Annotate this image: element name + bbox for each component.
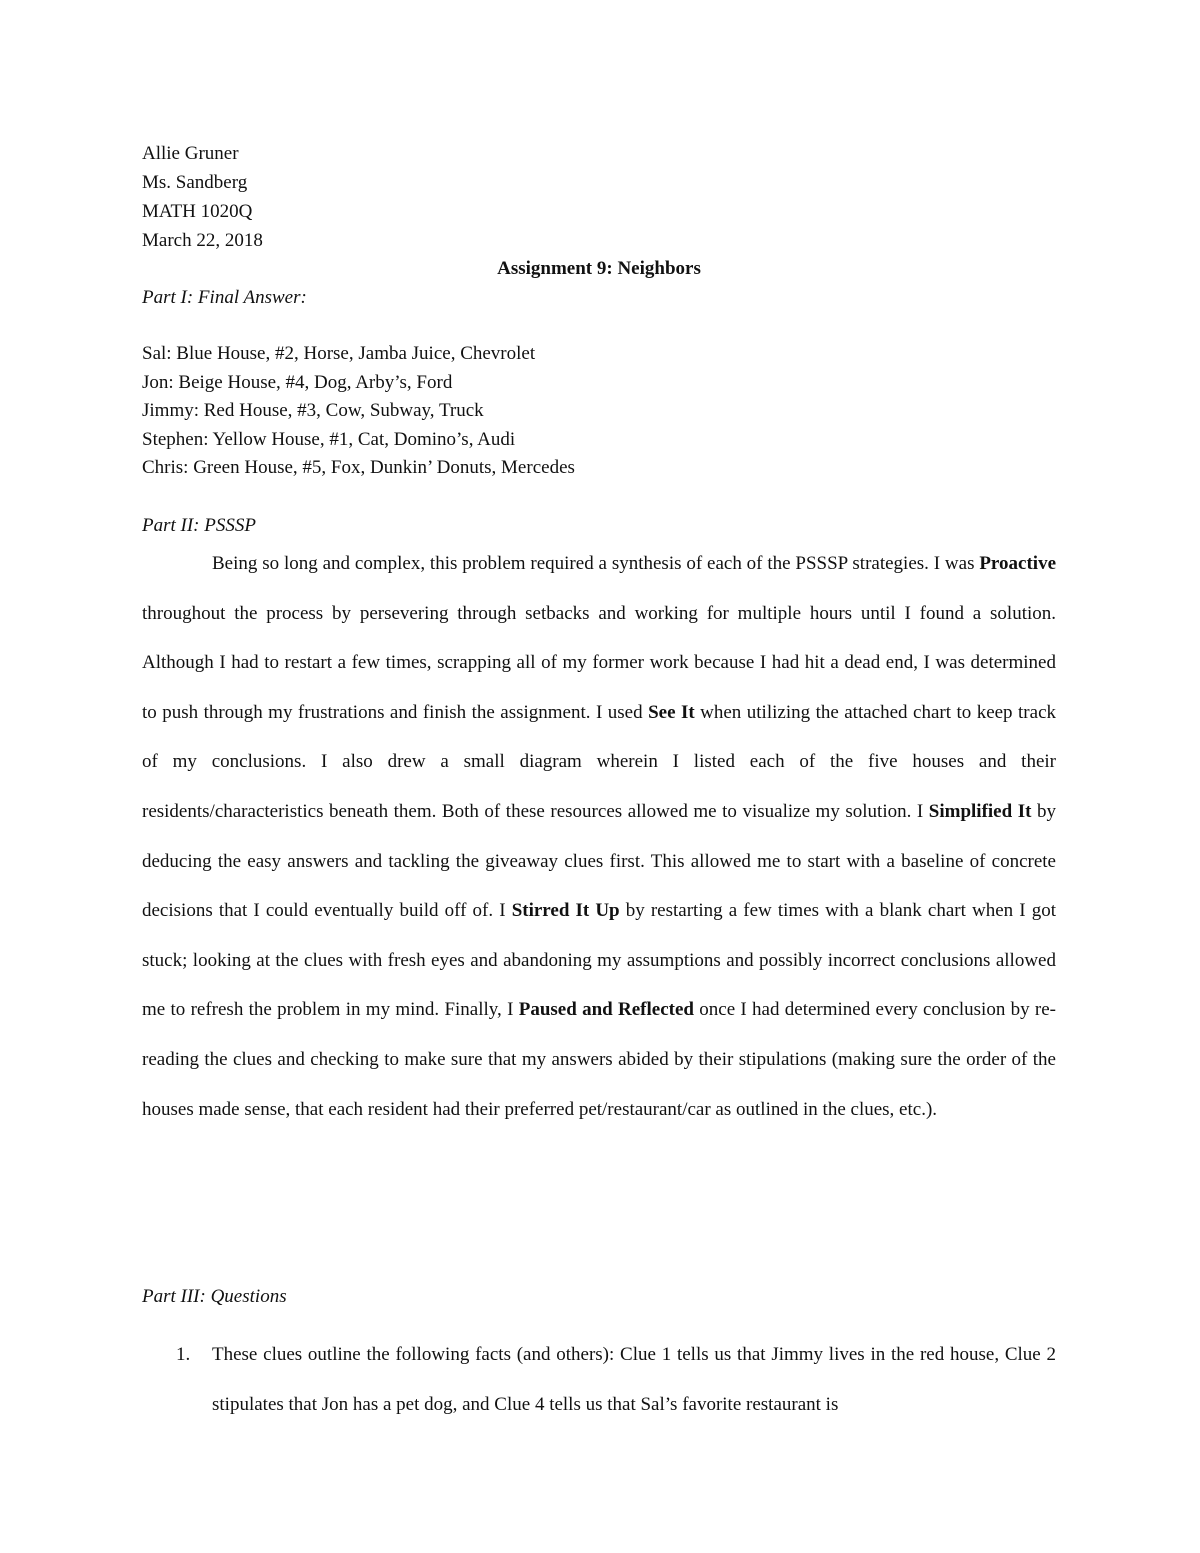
author-name: Allie Gruner [142,143,239,164]
paragraph-text: Being so long and complex, this problem required a synthesis of each of the PSSSP strategies. I was [212,553,980,574]
questions-list [142,1330,1056,1429]
final-answer-list [142,343,1056,486]
strategy-simplified-it: Simplified It [928,800,1032,822]
part2-heading: Part II: PSSSP [142,515,256,536]
question-text: These clues outline the following facts (and others): Clue 1 tells us that Jimmy lives in the red house, Clue 2 stipulates that Jon has a pet dog, and Clue 4 tells us that Sal’s favorite restaurant is [212,1344,1056,1415]
part3-heading: Part III: Questions [142,1286,287,1307]
instructor-name: Ms. Sandberg [142,172,248,193]
paragraph-text: throughout the process by persevering through setbacks and working for multiple hours until I found a solution. Although I had to restart a few times, scrapping all of my former work because I had hit a dead end, I was determined to push through my frustrations and finish the assignment. I used [142,602,1056,723]
paragraph-text: by restarting a few times with a blank chart when I got stuck; looking at the clues with fresh eyes and abandoning my assumptions and possibly incorrect conclusions allowed me to refresh the problem in my mind. Finally, I [142,900,1056,1021]
paragraph-text: by deducing the easy answers and tackling the giveaway clues first. This allowed me to start with a baseline of concrete decisions that I could eventually build off of. I [142,800,1057,922]
psssp-paragraph [142,539,1056,1134]
strategy-stirred-it-up: Stirred It Up [511,900,620,922]
answer-line-chris: Chris: Green House, #5, Fox, Dunkin’ Donuts, Mercedes [142,457,575,478]
strategy-paused-and-reflected: Paused and Reflected [518,999,694,1021]
paragraph-text: when utilizing the attached chart to keep track of my conclusions. I also drew a small diagram wherein I listed each of the five houses and their residents/characteristics beneath them. Both of these resources allowed me to visualize my solution. I [142,701,1056,822]
paragraph-text: once I had determined every conclusion by re-reading the clues and checking to make sure that my answers abided by their stipulations (making sure the order of the houses made sense, that each resident had their preferred pet/restaurant/car as outlined in the clues, etc.). [142,999,1057,1120]
header-block [142,143,642,259]
answer-line-jimmy: Jimmy: Red House, #3, Cow, Subway, Truck [142,400,484,421]
answer-line-jon: Jon: Beige House, #4, Dog, Arby’s, Ford [142,371,453,393]
question-item [142,1330,1056,1429]
course-code: MATH 1020Q [142,201,253,222]
question-number: 1. [176,1344,191,1365]
answer-line-sal: Sal: Blue House, #2, Horse, Jamba Juice, Chevrolet [142,343,536,364]
answer-line-stephen: Stephen: Yellow House, #1, Cat, Domino’s, Audi [142,428,516,450]
strategy-see-it: See It [648,701,695,723]
document-title: Assignment 9: Neighbors [497,258,701,279]
strategy-proactive: Proactive [979,553,1056,574]
assignment-date: March 22, 2018 [142,230,263,251]
part1-heading: Part I: Final Answer: [142,287,307,308]
